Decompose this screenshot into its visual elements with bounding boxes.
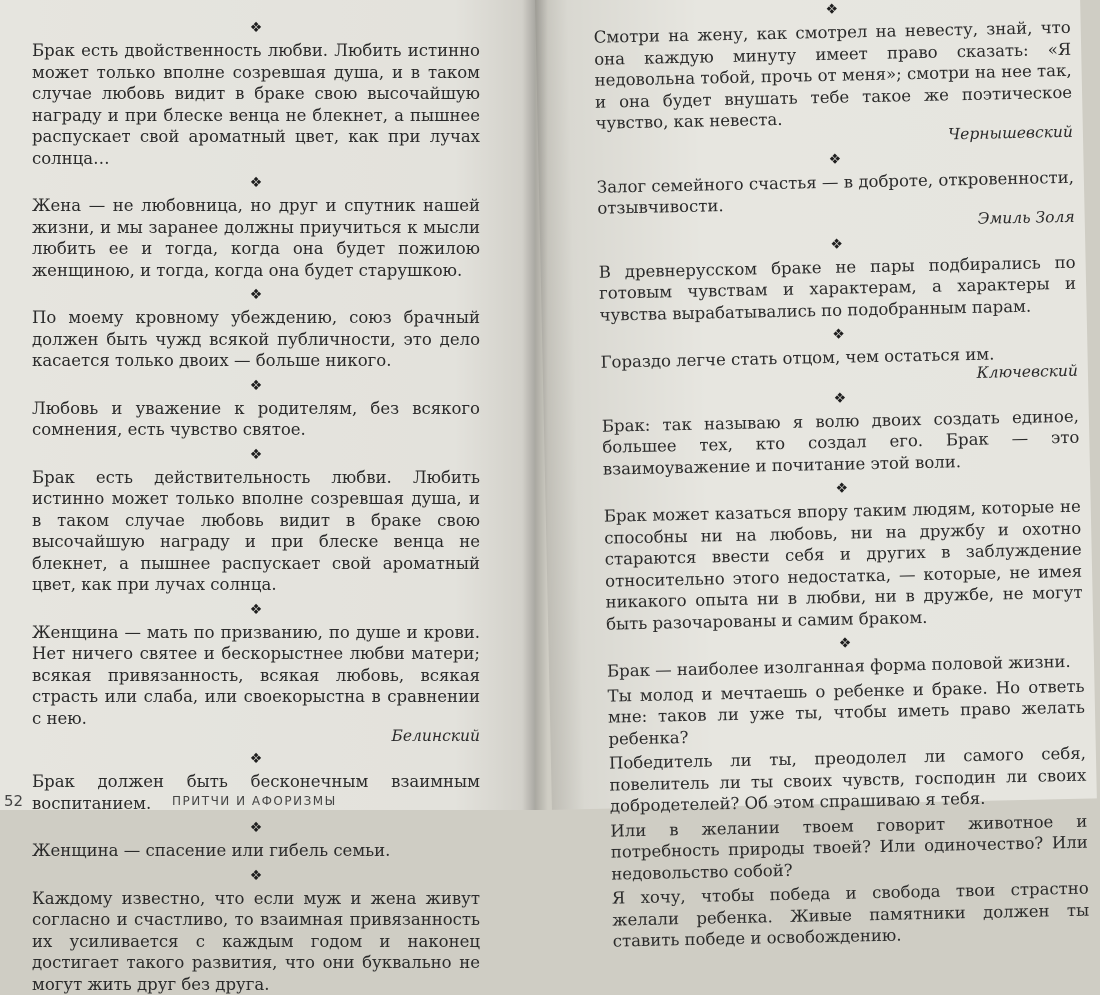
aphorism-entry — [600, 320, 1078, 389]
ornament-divider-icon: ❖ — [593, 0, 1070, 25]
ornament-divider-icon: ❖ — [32, 600, 480, 620]
aphorism-entry — [598, 229, 1077, 325]
ornament-divider-icon: ❖ — [32, 818, 480, 838]
aphorism-text — [604, 496, 1084, 635]
aphorism-entry — [32, 18, 480, 169]
aphorism-text — [607, 651, 1090, 952]
author-attribution: Белинский — [32, 727, 480, 745]
aphorism-entry — [32, 173, 480, 281]
aphorism-text — [32, 467, 480, 596]
aphorism-paragraph: Я хочу, чтобы победа и свобода твои страстно желали ребенка. Живые памятники должен ты ставить победе и освобождению. — [612, 878, 1090, 952]
aphorism-paragraph: Брак: так называю я волю двоих создать единое, большее тех, кто создал его. Брак — это взаимоуважение и почитание этой воли. — [602, 405, 1080, 479]
aphorism-text — [32, 195, 480, 281]
aphorism-paragraph: В древнерусском браке не пары подбирались по готовым чувствам и характерам, а характеры и чувства вырабатывались по подобранным парам. — [598, 251, 1076, 325]
ornament-divider-icon: ❖ — [601, 383, 1078, 413]
aphorism-paragraph: Ты молод и мечтаешь о ребенке и браке. Но ответь мне: таков ли уже ты, чтобы иметь право желать ребенка? — [607, 675, 1085, 749]
aphorism-entry — [32, 376, 480, 441]
author-attribution: Чернышевский — [596, 122, 1073, 150]
aphorism-entry — [32, 600, 480, 746]
aphorism-entry — [601, 383, 1080, 479]
ornament-divider-icon: ❖ — [606, 629, 1083, 659]
right-entries — [593, 0, 1090, 952]
aphorism-entry — [596, 144, 1075, 235]
aphorism-text — [32, 622, 480, 730]
ornament-divider-icon: ❖ — [32, 866, 480, 886]
aphorism-paragraph: Победитель ли ты, преодолел ли самого себя, повелитель ли ты своих чувств, господин ли своих добродетелей? Об этом спрашиваю я тебя. — [609, 743, 1087, 817]
aphorism-text — [32, 40, 480, 169]
aphorism-paragraph: Гораздо легче стать отцом, чем остаться им. — [600, 342, 1077, 373]
aphorism-text — [594, 17, 1073, 134]
aphorism-paragraph: Брак должен быть бесконечным взаимным воспитанием. — [32, 771, 480, 814]
aphorism-paragraph: Брак есть действительность любви. Любить истинно может только вполне созревшая душа, и в таком случае любовь видит в браке свою высочайшую награду и при блеске венца не блекнет, а пышнее распускает свой ароматный цвет, как при лучах солнца. — [32, 467, 480, 596]
aphorism-paragraph: Залог семейного счастья — в доброте, откровенности, отзывчивости. — [597, 166, 1075, 219]
aphorism-text — [32, 840, 480, 862]
left-page — [0, 0, 535, 810]
aphorism-entry — [32, 445, 480, 596]
aphorism-paragraph: Или в желании твоем говорит животное и потребность природы твоей? Или одиночество? Или недовольство собой? — [610, 810, 1088, 884]
ornament-divider-icon: ❖ — [32, 173, 480, 193]
author-attribution: Ключевский — [601, 361, 1078, 389]
right-page — [535, 0, 1097, 810]
page-number: 52 — [4, 792, 23, 810]
aphorism-paragraph: Женщина — мать по призванию, по душе и крови. Нет ничего святее и бескорыстнее любви матери; всякая привязанность, всякая любовь, всякая страсть или слаба, или своекорыстна в сравнении с нею. — [32, 622, 480, 730]
aphorism-paragraph: Любовь и уважение к родителям, без всякого сомнения, есть чувство святое. — [32, 398, 480, 441]
author-attribution: Эмиль Золя — [598, 207, 1075, 235]
aphorism-text — [602, 405, 1080, 479]
aphorism-paragraph: Смотри на жену, как смотрел на невесту, знай, что она каждую минуту имеет право сказать: «Я недовольна тобой, прочь от меня»; смотри на нее так, и она будет внушать тебе такое же поэтическое чувство, как невеста. — [594, 17, 1073, 134]
aphorism-paragraph: Брак — наиболее изолганная форма половой жизни. — [607, 651, 1084, 682]
aphorism-entry — [32, 285, 480, 372]
left-footer — [0, 792, 535, 814]
aphorism-text — [598, 251, 1076, 325]
aphorism-text — [32, 398, 480, 441]
aphorism-entry — [603, 474, 1083, 635]
aphorism-paragraph: По моему кровному убеждению, союз брачный должен быть чужд всякой публичности, это дело касается только двоих — больше никого. — [32, 307, 480, 372]
ornament-divider-icon: ❖ — [32, 445, 480, 465]
aphorism-paragraph: Жена — не любовница, но друг и спутник нашей жизни, и мы заранее должны приучиться к мысли любить ее и тогда, когда она будет пожилою женщиною, и тогда, когда она будет старушкою. — [32, 195, 480, 281]
aphorism-entry — [32, 818, 480, 862]
aphorism-text — [32, 307, 480, 372]
aphorism-entry — [606, 629, 1089, 952]
ornament-divider-icon: ❖ — [603, 474, 1080, 504]
aphorism-paragraph: Каждому известно, что если муж и жена живут согласно и счастливо, то взаимная привязанность их усиливается с каждым годом и наконец достигает такого развития, что они буквально не могут жить друг без друга. — [32, 888, 480, 995]
ornament-divider-icon: ❖ — [32, 285, 480, 305]
left-entries — [32, 18, 480, 995]
running-title: ПРИТЧИ И АФОРИЗМЫ — [172, 794, 337, 808]
aphorism-entry — [593, 0, 1073, 150]
aphorism-text — [32, 888, 480, 995]
aphorism-paragraph: Брак может казаться впору таким людям, которые не способны ни на любовь, ни на дружбу и охотно стараются ввести себя и других в заблуждение относительно этого недостатка, — которые, не имея никакого опыта ни в любви, ни в дружбе, не могут быть разочарованы и самим браком. — [604, 496, 1084, 635]
aphorism-paragraph: Брак есть двойственность любви. Любить истинно может только вполне созревшая душа, и в таком случае любовь видит в браке свою высочайшую награду и при блеске венца не блекнет, а пышнее распускает свой ароматный цвет, как при лучах солнца… — [32, 40, 480, 169]
aphorism-entry — [32, 866, 480, 995]
ornament-divider-icon: ❖ — [596, 144, 1073, 174]
ornament-divider-icon: ❖ — [32, 749, 480, 769]
ornament-divider-icon: ❖ — [600, 320, 1077, 350]
ornament-divider-icon: ❖ — [32, 376, 480, 396]
ornament-divider-icon: ❖ — [32, 18, 480, 38]
ornament-divider-icon: ❖ — [598, 229, 1075, 259]
aphorism-paragraph: Женщина — спасение или гибель семьи. — [32, 840, 480, 862]
